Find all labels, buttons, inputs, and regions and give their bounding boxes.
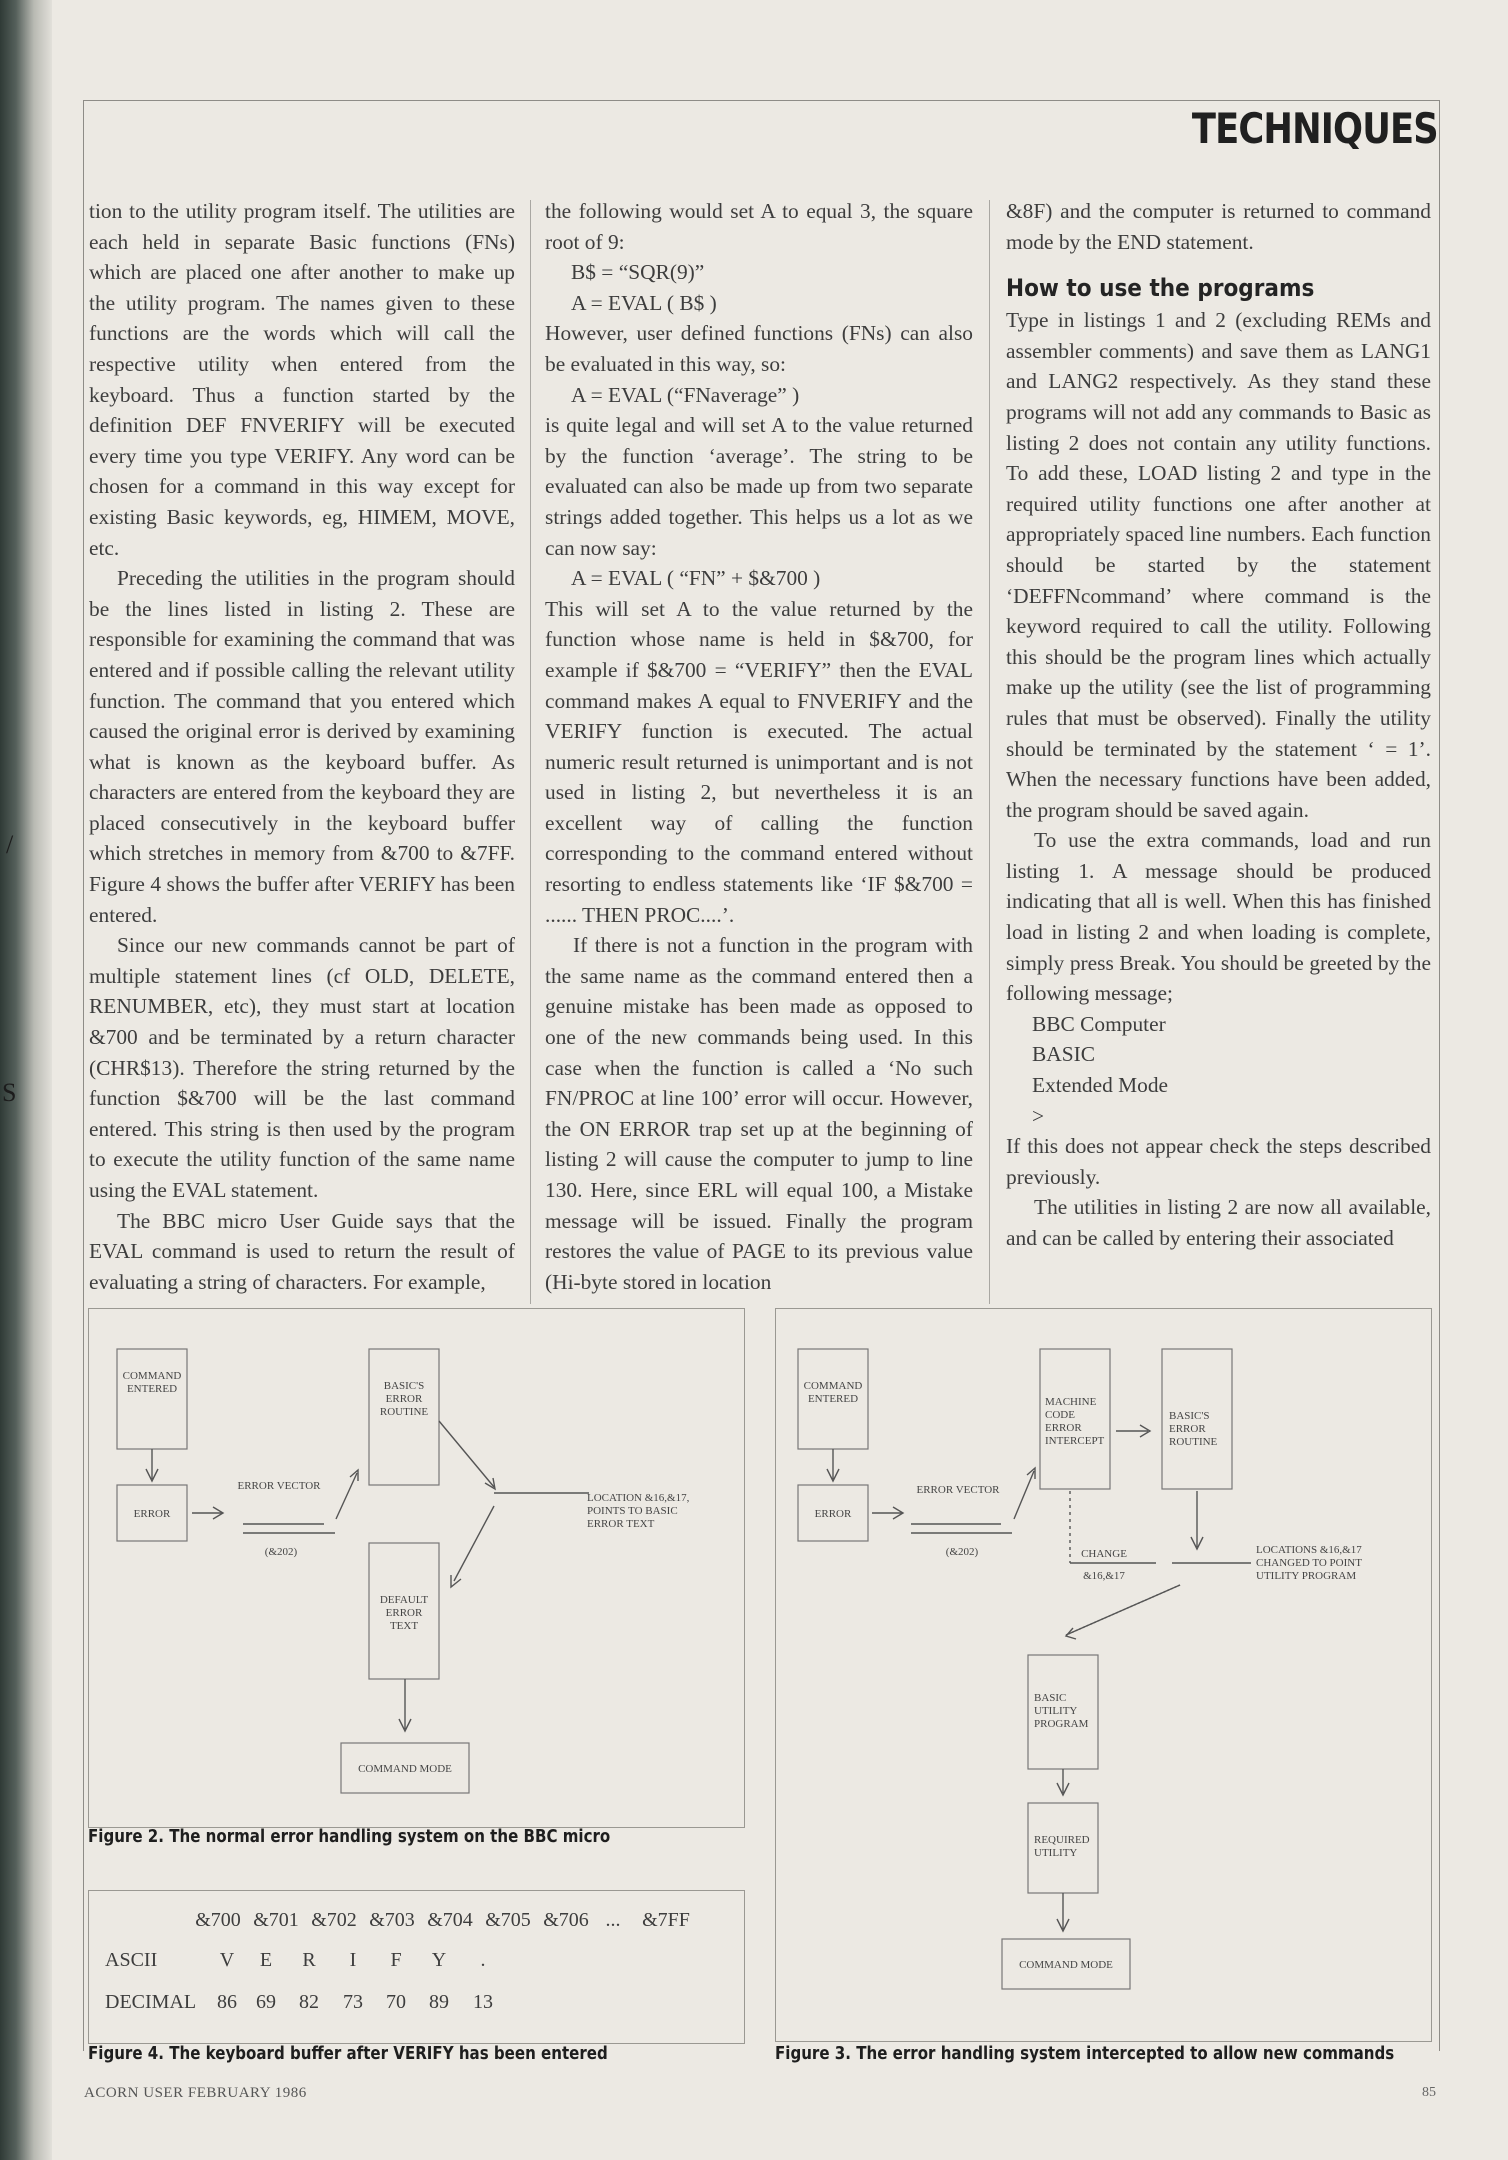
label-required-utility: REQUIRED UTILITY (1034, 1834, 1090, 1859)
figure-2-caption: Figure 2. The normal error handling system on the BBC micro (88, 1827, 611, 1847)
decimal-row (89, 1991, 744, 2019)
row-label: ASCII (105, 1949, 158, 1971)
paragraph: The BBC micro User Guide says that the EVAL command is used to return the result of evaluating a string of characters. For example, (89, 1208, 515, 1294)
ellipsis-cell: ... (605, 1909, 621, 1931)
paragraph: The utilities in listing 2 are now all available, and can be called by entering their associated (1006, 1195, 1431, 1250)
paragraph: If there is not a function in the program with the same name as the command entered then a genuine mistake has been made as opposed to one of the new commands being used. In this case when the function is called a ‘No such FN/PROC at line 100’ error will occur. However, the ON ERROR trap set up at the beginning of listing 2 will cause the computer to jump to line 130. Here, since ERL will equal 100, a Mistake message will be issued. Finally the program restores the value of PAGE to its previous value (Hi-byte stored in location (545, 933, 973, 1294)
label-command-mode: COMMAND MODE (358, 1763, 452, 1775)
footer-publication: ACORN USER FEBRUARY 1986 (84, 2085, 307, 2101)
figure-2-labels (123, 1370, 690, 1775)
ascii-row (89, 1949, 744, 1977)
code-line: B$ = “SQR(9)” (571, 260, 705, 285)
paragraph: This will set A to the value returned by the function whose name is held in $&700, for example if $&700 = “VERIFY” then the EVAL command makes A equal to FNVERIFY and the VERIFY function is executed. The actual numeric result returned is unimportant and is not used in listing 2, but nevertheless it is an excellent way of calling the function corresponding to the command entered without resorting to endless statements like ‘IF $&700 = ...... THEN PROC....’. (545, 596, 973, 927)
page-number: 85 (1422, 2085, 1436, 2100)
figure-3-labels (804, 1380, 1363, 1971)
label-location: LOCATION &16,&17, POINTS TO BASIC ERROR TEXT (587, 1492, 690, 1530)
ascii-cell: I (349, 1949, 357, 1971)
address-header-row (89, 1909, 744, 1937)
label-basic-error-routine: BASIC'S ERROR ROUTINE (379, 1380, 429, 1418)
decimal-cell: 69 (256, 1991, 276, 2013)
arrow-location-to-text (454, 1506, 494, 1581)
label-vector-addr: (&202) (264, 1546, 298, 1558)
decimal-cell: 82 (299, 1991, 319, 2013)
figure-4-table (88, 1890, 745, 2044)
address-cell: &705 (485, 1909, 531, 1931)
ascii-cell: E (259, 1949, 273, 1971)
label-basic-error-routine: BASIC'S ERROR ROUTINE (1169, 1410, 1218, 1448)
paragraph: Since our new commands cannot be part of multiple statement lines (cf OLD, DELETE, RENUMBER, etc), they must start at location &700 and be terminated by a return character (CHR$13). Therefore the string returned by the function $&700 will be the last command entered. This string is then used by the program to execute the utility function of the same name using the EVAL statement. (89, 933, 515, 1202)
subheading: How to use the programs (1006, 274, 1315, 303)
ascii-cell: . (480, 1949, 486, 1971)
decimal-cell: 89 (429, 1991, 449, 2013)
arrow-vector-to-routine (336, 1473, 357, 1519)
figure-3-svg (776, 1309, 1431, 2041)
ascii-cell: V (219, 1949, 235, 1971)
label-machine-code: MACHINE CODE ERROR INTERCEPT (1045, 1396, 1105, 1447)
address-cell: &701 (253, 1909, 299, 1931)
decimal-cell: 13 (473, 1991, 493, 2013)
label-command-entered: COMMAND ENTERED (122, 1370, 182, 1395)
label-command-mode: COMMAND MODE (1019, 1959, 1113, 1971)
address-cell: &700 (195, 1909, 241, 1931)
code-line: A = EVAL ( “FN” + $&700 ) (571, 566, 821, 591)
gutter-mark-slash: / (6, 830, 14, 859)
section-title: TECHNIQUES (1192, 104, 1438, 153)
column-rule-1 (530, 200, 531, 1304)
label-change-addr: &16,&17 (1083, 1570, 1125, 1582)
label-locations: LOCATIONS &16,&17 CHANGED TO POINT UTILITY PROGRAM (1256, 1544, 1362, 1582)
decimal-cell: 86 (217, 1991, 237, 2013)
figure-2-svg (89, 1309, 744, 1827)
address-cell: &704 (427, 1909, 473, 1931)
label-error: ERROR (814, 1508, 852, 1520)
article-column-1 (89, 196, 515, 1302)
paragraph: If this does not appear check the steps described previously. (1006, 1134, 1431, 1189)
column-rule-2 (989, 200, 990, 1304)
screen-output-line: BBC Computer (1032, 1011, 1166, 1036)
figure-2-diagram (88, 1308, 745, 1828)
paragraph: However, user defined functions (FNs) can also be evaluated in this way, so: (545, 321, 973, 376)
address-cell: &7FF (642, 1909, 690, 1931)
screen-output-line: > (1032, 1103, 1045, 1128)
decimal-cell: 73 (343, 1991, 363, 2013)
code-line: A = EVAL (“FNaverage” ) (571, 382, 800, 407)
figure-3-caption: Figure 3. The error handling system intercepted to allow new commands (775, 2044, 1395, 2064)
paragraph: Preceding the utilities in the program should be the lines listed in listing 2. These are responsible for examining the command that was entered and if possible calling the relevant utility function. The command that you entered which caused the original error is derived by examining what is known as the keyboard buffer. As characters are entered from the keyboard they are placed consecutively in the keyboard buffer which stretches in memory from &700 to &7FF. Figure 4 shows the buffer after VERIFY has been entered. (89, 566, 515, 927)
figure-4-caption: Figure 4. The keyboard buffer after VERIFY has been entered (88, 2044, 608, 2064)
arrow-vector-to-intercept (1014, 1471, 1034, 1519)
address-cell: &703 (369, 1909, 415, 1931)
label-error-vector: ERROR VECTOR (916, 1484, 1000, 1496)
label-basic-utility: BASIC UTILITY PROGRAM (1034, 1692, 1089, 1730)
command-entered-box (117, 1349, 187, 1449)
ascii-cell: F (390, 1949, 402, 1971)
screen-output-line: BASIC (1032, 1042, 1096, 1067)
article-column-3 (1006, 196, 1431, 1302)
row-label: DECIMAL (105, 1991, 197, 2013)
arrow-routine-to-location (439, 1421, 494, 1487)
paragraph: Type in listings 1 and 2 (excluding REMs and assembler comments) and save them as LANG1 and LANG2 respectively. As they stand these programs will not add any commands to Basic as listing 2 does not contain any utility functions. To add these, LOAD listing 2 and type in the required utility functions one after another at appropriately spaced line numbers. Each function should be started by the statement ‘DEFFNcommand’ where command is the keyword required to call the utility. Following this should be the program lines which actually make up the utility (see the list of programming rules that must be observed). Finally the utility should be terminated by the statement ‘ = 1’. When the necessary functions have been added, the program should be saved again. (1006, 308, 1431, 822)
paragraph: is quite legal and will set A to the value returned by the function ‘average’. The string to be evaluated can also be made up from two separate strings added together. This helps us a lot as we can now say: (545, 413, 973, 560)
ascii-cell: Y (431, 1949, 447, 1971)
ascii-cell: R (302, 1949, 316, 1971)
gutter-mark-s: S (2, 1078, 17, 1107)
address-cell: &706 (543, 1909, 589, 1931)
code-line: A = EVAL ( B$ ) (571, 290, 717, 315)
figure-3-diagram (775, 1308, 1432, 2042)
label-error: ERROR (133, 1508, 171, 1520)
paragraph: &8F) and the computer is returned to command mode by the END statement. (1006, 199, 1431, 254)
decimal-cell: 70 (386, 1991, 406, 2013)
label-command-entered: COMMAND ENTERED (803, 1380, 863, 1405)
paragraph: To use the extra commands, load and run listing 1. A message should be produced indicating that all is well. When this has finished load in listing 2 and when loading is complete, simply press Break. You should be greeted by the following message; (1006, 828, 1431, 1006)
address-cell: &702 (311, 1909, 357, 1931)
paragraph: tion to the utility program itself. The utilities are each held in separate Basic functions (FNs) which are placed one after another to make up the utility program. The names given to these functions are the words which will call the respective utility when entered from the keyboard. Thus a function started by the definition DEF FNVERIFY will be executed every time you type VERIFY. Any word can be chosen for a command in this way except for existing Basic keywords, eg, HIMEM, MOVE, etc. (89, 199, 515, 560)
label-vector-addr: (&202) (945, 1546, 979, 1558)
paragraph: the following would set A to equal 3, the square root of 9: (545, 199, 973, 254)
article-column-2 (545, 196, 973, 1302)
label-error-vector: ERROR VECTOR (237, 1480, 321, 1492)
screen-output-line: Extended Mode (1032, 1073, 1169, 1098)
label-default-error-text: DEFAULT ERROR TEXT (379, 1594, 429, 1632)
label-change: CHANGE (1081, 1548, 1127, 1560)
